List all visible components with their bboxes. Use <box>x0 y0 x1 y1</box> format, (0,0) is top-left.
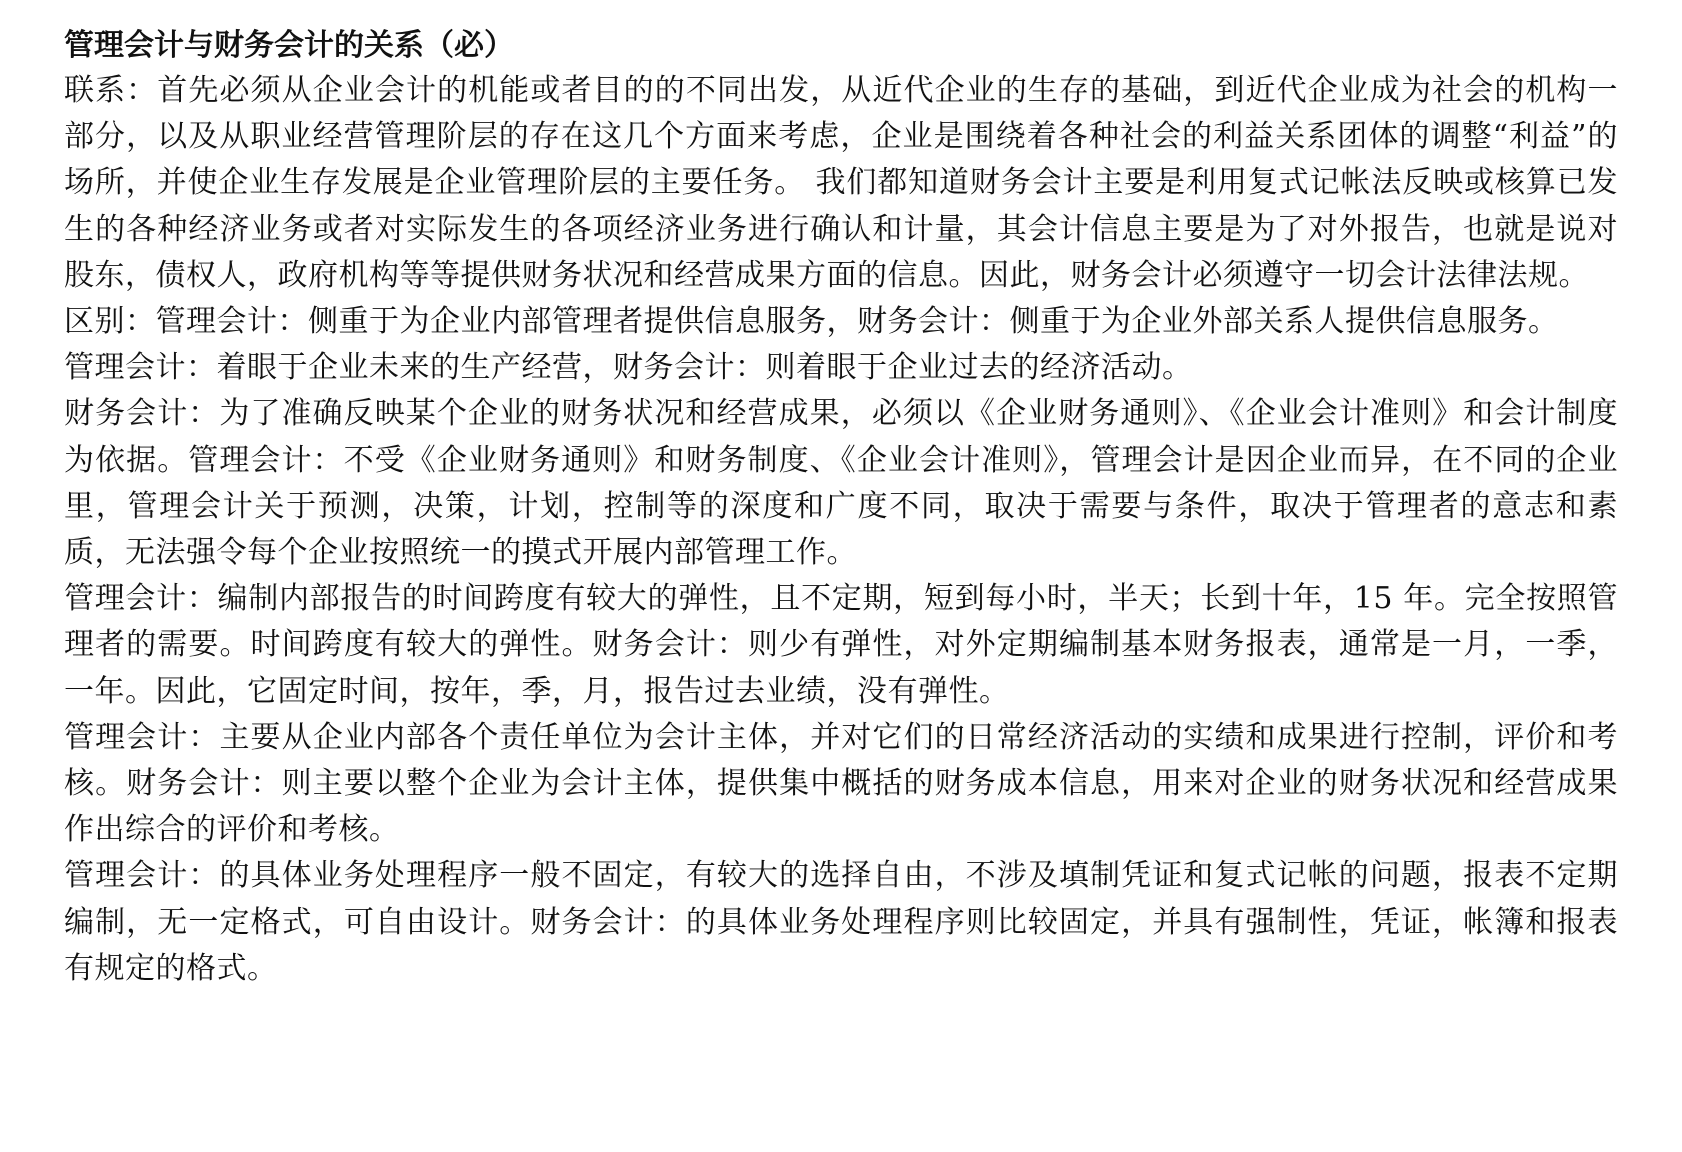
paragraph-difference-regulation: 财务会计：为了准确反映某个企业的财务状况和经营成果，必须以《企业财务通则》、《企业会计准则》和会计制度为依据。管理会计：不受《企业财务通则》和财务制度、《企业会计准则》，管理会计是因企业而异，在不同的企业里，管理会计关于预测，决策，计划，控制等的深度和广度不同，取决于需要与条件，取决于管理者的意志和素质，无法强令每个企业按照统一的摸式开展内部管理工作。 <box>64 396 1618 571</box>
paragraph-difference-users: 区别：管理会计：侧重于为企业内部管理者提供信息服务，财务会计：侧重于为企业外部关系人提供信息服务。 <box>64 304 1559 340</box>
paragraph-difference-reporting-period: 管理会计：编制内部报告的时间跨度有较大的弹性，且不定期，短到每小时，半天；长到十年，15 年。完全按照管理者的需要。时间跨度有较大的弹性。财务会计：则少有弹性，对外定期编制基本财务报表，通常是一月，一季，一年。因此，它固定时间，按年，季，月，报告过去业绩，没有弹性。 <box>64 581 1618 709</box>
paragraph-difference-procedures: 管理会计：的具体业务处理程序一般不固定，有较大的选择自由，不涉及填制凭证和复式记帐的问题，报表不定期编制，无一定格式，可自由设计。财务会计：的具体业务处理程序则比较固定，并具有强制性，凭证，帐簿和报表有规定的格式。 <box>64 858 1618 986</box>
document-title: 管理会计与财务会计的关系（必） <box>64 28 514 63</box>
paragraph-difference-focus: 管理会计：着眼于企业未来的生产经营，财务会计：则着眼于企业过去的经济活动。 <box>64 350 1193 386</box>
paragraph-relationship: 联系：首先必须从企业会计的机能或者目的的不同出发，从近代企业的生存的基础，到近代企业成为社会的机构一部分，以及从职业经营管理阶层的存在这几个方面来考虑，企业是围绕着各种社会的利益关系团体的调整“利益”的场所，并使企业生存发展是企业管理阶层的主要任务。 我们都知道财务会计主要是利用复式记帐法反映或核算已发生的各种经济业务或者对实际发生的各项经济业务进行确认和计量，其会计信息主要是为了对外报告，也就是说对股东，债权人，政府机构等等提供财务状况和经营成果方面的信息。因此，财务会计必须遵守一切会计法律法规。 <box>64 73 1618 293</box>
paragraph-difference-accounting-entity: 管理会计：主要从企业内部各个责任单位为会计主体，并对它们的日常经济活动的实绩和成果进行控制，评价和考核。财务会计：则主要以整个企业为会计主体，提供集中概括的财务成本信息，用来对企业的财务状况和经营成果作出综合的评价和考核。 <box>64 719 1618 848</box>
